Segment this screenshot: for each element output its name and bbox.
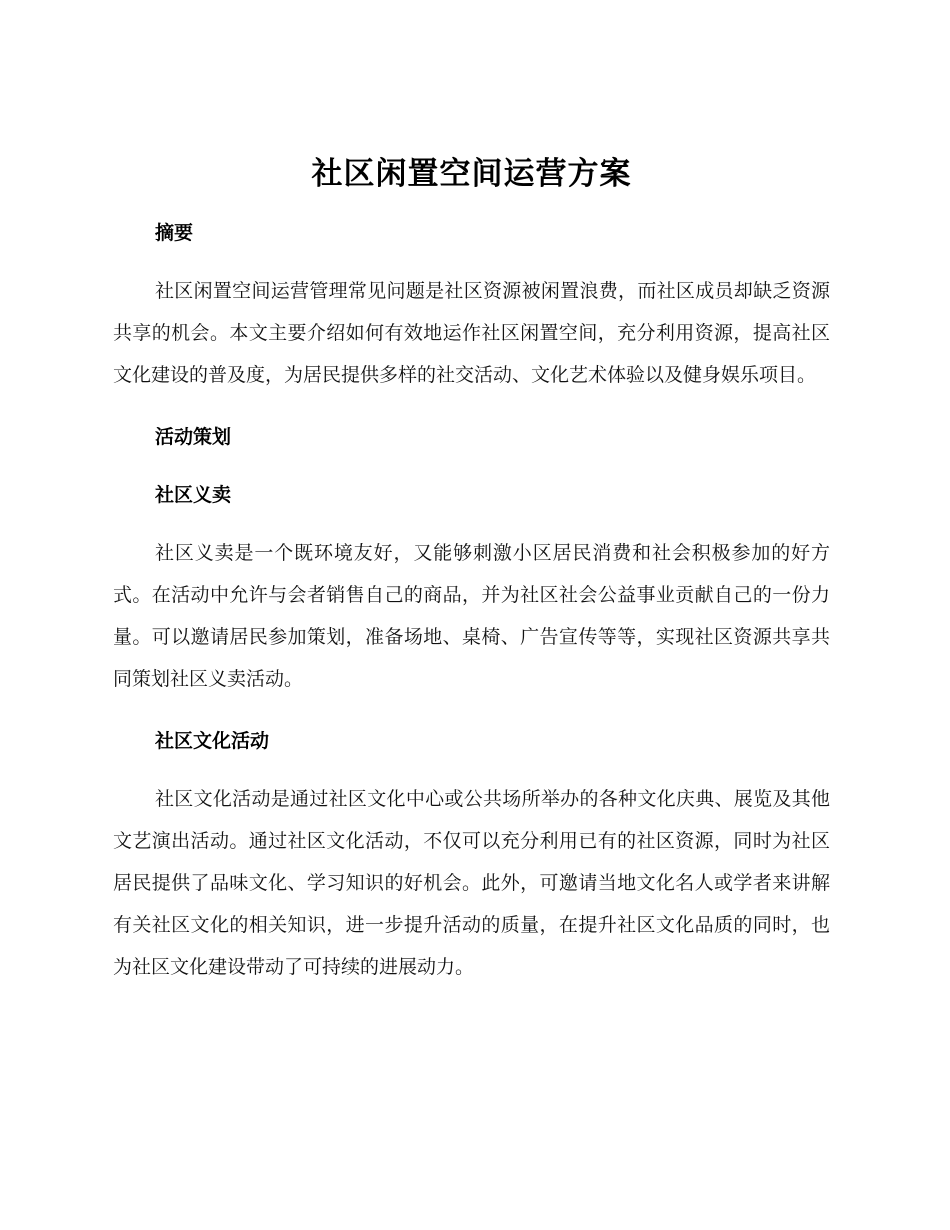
charity-sale-paragraph: 社区义卖是一个既环境友好，又能够刺激小区居民消费和社会积极参加的好方式。在活动中允许与会者销售自己的商品，并为社区社会公益事业贡献自己的一份力量。可以邀请居民参加策划，准备场地、桌椅、广告宣传等等，实现社区资源共享共同策划社区义卖活动。 — [113, 542, 830, 690]
document-page — [113, 148, 830, 988]
charity-sale-heading: 社区义卖 — [155, 484, 232, 506]
abstract-heading: 摘要 — [155, 222, 194, 244]
abstract-paragraph: 社区闲置空间运营管理常见问题是社区资源被闲置浪费，而社区成员却缺乏资源共享的机会。本文主要介绍如何有效地运作社区闲置空间，充分利用资源，提高社区文化建设的普及度，为居民提供多样的社交活动、文化艺术体验以及健身娱乐项目。 — [113, 280, 830, 386]
planning-heading: 活动策划 — [155, 426, 232, 448]
page-title: 社区闲置空间运营方案 — [311, 156, 632, 192]
culture-paragraph: 社区文化活动是通过社区文化中心或公共场所举办的各种文化庆典、展览及其他文艺演出活动。通过社区文化活动，不仅可以充分利用已有的社区资源，同时为社区居民提供了品味文化、学习知识的好机会。此外，可邀请当地文化名人或学者来讲解有关社区文化的相关知识，进一步提升活动的质量，在提升社区文化品质的同时，也为社区文化建设带动了可持续的进展动力。 — [113, 788, 830, 978]
culture-heading: 社区文化活动 — [155, 730, 270, 752]
